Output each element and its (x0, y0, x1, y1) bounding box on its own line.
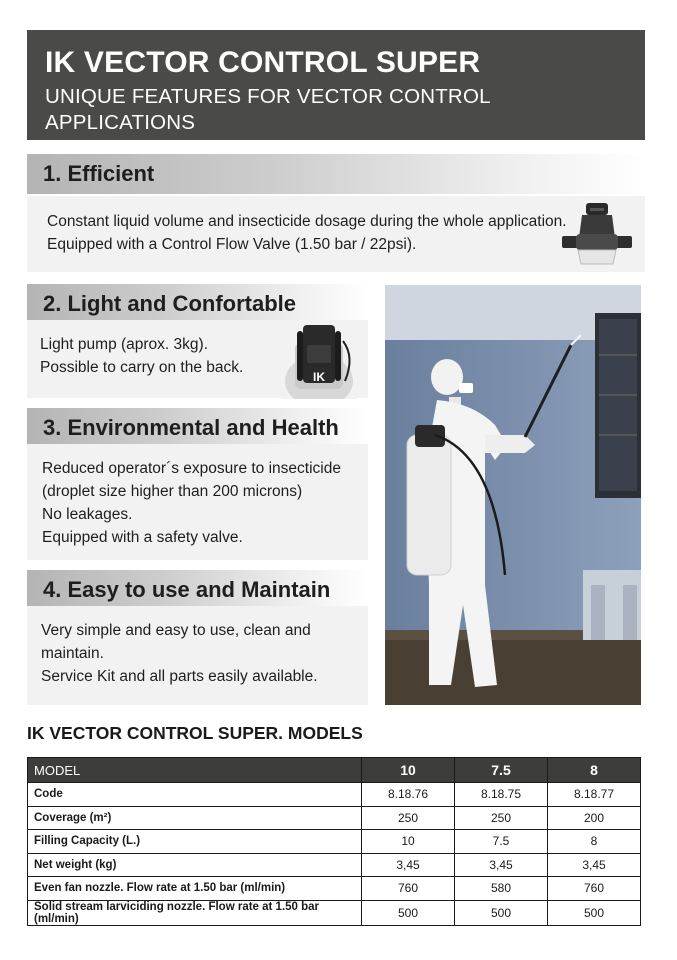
section-line: Service Kit and all parts easily available. (41, 668, 318, 685)
cell-value: 200 (548, 806, 641, 830)
cell-value: 7.5 (455, 830, 548, 854)
section-line: Very simple and easy to use, clean and (41, 622, 311, 639)
column-header: 8 (548, 758, 641, 783)
section-line: Equipped with a safety valve. (42, 529, 243, 546)
section-body-efficient (27, 196, 645, 272)
table-row (28, 806, 641, 830)
control-flow-valve-icon (560, 200, 634, 266)
section-heading-light: 2. Light and Confortable (27, 284, 368, 324)
cell-value: 3,45 (455, 853, 548, 877)
row-label: Solid stream larviciding nozzle. Flow rate at 1.50 bar (ml/min) (28, 900, 362, 925)
column-header: 10 (362, 758, 455, 783)
models-title: IK VECTOR CONTROL SUPER. MODELS (27, 723, 363, 743)
section-heading-efficient: 1. Efficient (27, 154, 645, 194)
cell-value: 8.18.76 (362, 783, 455, 807)
cell-value: 500 (362, 900, 455, 925)
page-header (27, 30, 645, 140)
cell-value: 500 (455, 900, 548, 925)
table-row (28, 900, 641, 925)
section-body-environmental (27, 444, 368, 560)
row-label: Even fan nozzle. Flow rate at 1.50 bar (ml/min) (28, 877, 362, 901)
cell-value: 8.18.77 (548, 783, 641, 807)
section-body-easy (27, 606, 368, 705)
cell-value: 580 (455, 877, 548, 901)
models-table (27, 757, 641, 926)
cell-value: 760 (362, 877, 455, 901)
section-line: Light pump (aprox. 3kg). (40, 336, 209, 353)
cell-value: 3,45 (548, 853, 641, 877)
row-label: Coverage (m²) (28, 806, 362, 830)
backpack-sprayer-icon (281, 321, 357, 399)
section-line: No leakages. (42, 506, 133, 523)
column-header: 7.5 (455, 758, 548, 783)
cell-value: 8 (548, 830, 641, 854)
section-heading-environmental: 3. Environmental and Health (27, 408, 368, 448)
table-row (28, 783, 641, 807)
cell-value: 500 (548, 900, 641, 925)
cell-value: 250 (455, 806, 548, 830)
cell-value: 8.18.75 (455, 783, 548, 807)
column-header: MODEL (28, 758, 362, 783)
row-label: Code (28, 783, 362, 807)
table-row (28, 877, 641, 901)
table-header-row (28, 758, 641, 783)
section-line: Possible to carry on the back. (40, 359, 244, 376)
page-title: IK VECTOR CONTROL SUPER (45, 46, 481, 79)
cell-value: 10 (362, 830, 455, 854)
section-line: Equipped with a Control Flow Valve (1.50 bar / 22psi). (47, 236, 417, 253)
pack-logo: IK (313, 370, 325, 384)
section-heading-easy: 4. Easy to use and Maintain (27, 570, 368, 610)
section-line: (droplet size higher than 200 microns) (42, 483, 303, 500)
row-label: Filling Capacity (L.) (28, 830, 362, 854)
row-label: Net weight (kg) (28, 853, 362, 877)
section-line: Reduced operator´s exposure to insecticide (42, 460, 341, 477)
table-row (28, 853, 641, 877)
section-line: Constant liquid volume and insecticide dosage during the whole application. (47, 213, 567, 230)
section-line: maintain. (41, 645, 104, 662)
operator-spraying-photo (385, 285, 641, 705)
cell-value: 760 (548, 877, 641, 901)
cell-value: 250 (362, 806, 455, 830)
page-subtitle: UNIQUE FEATURES FOR VECTOR CONTROL APPLICATIONS (45, 85, 490, 134)
cell-value: 3,45 (362, 853, 455, 877)
table-row (28, 830, 641, 854)
